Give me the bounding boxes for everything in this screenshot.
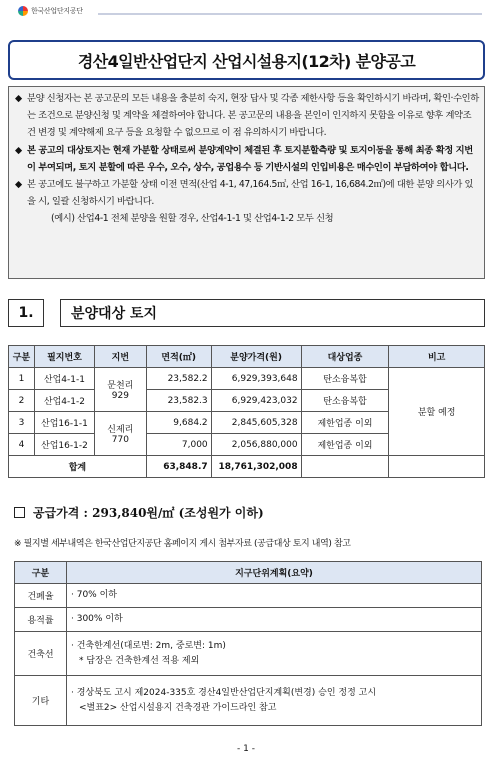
column-header: 구분 bbox=[9, 346, 35, 368]
notice-example: (예시) 산업4-1 전체 분양을 원할 경우, 산업4-1-1 및 산업4-1-2 모두 신청 bbox=[51, 213, 334, 225]
supply-price: 공급가격 : 293,840원/㎡ (조성원가 이하) bbox=[33, 506, 264, 520]
district-plan-table bbox=[14, 561, 482, 726]
page-number: - 1 - bbox=[237, 744, 255, 754]
section-title: 분양대상 토지 bbox=[60, 299, 485, 327]
table-row bbox=[15, 608, 482, 632]
land-table bbox=[8, 345, 485, 478]
empty-cell bbox=[301, 456, 389, 478]
column-header: 필지번호 bbox=[34, 346, 94, 368]
lot-number-cell bbox=[94, 412, 146, 456]
table-header-row bbox=[15, 562, 482, 584]
parcel-number: 산업16-1-1 bbox=[34, 412, 94, 434]
total-area: 63,848.7 bbox=[146, 456, 211, 478]
section-heading bbox=[8, 299, 485, 329]
page-title: 경산4일반산업단지 산업시설용지(12차) 분양공고 bbox=[77, 51, 416, 71]
plan-line: · 300% 이하 bbox=[71, 614, 123, 624]
table-row bbox=[15, 676, 482, 726]
target-industry: 제한업종 이외 bbox=[301, 434, 389, 456]
remark: 분할 예정 bbox=[389, 368, 485, 456]
page-header bbox=[10, 4, 482, 24]
parcel-number: 산업4-1-1 bbox=[34, 368, 94, 390]
notice-item bbox=[15, 90, 479, 142]
plan-row-label: 기타 bbox=[15, 676, 67, 726]
lot-number: 929 bbox=[111, 391, 129, 401]
notice-item bbox=[15, 176, 479, 210]
column-header: 면적(㎡) bbox=[146, 346, 211, 368]
area: 9,684.2 bbox=[146, 412, 211, 434]
notice-box bbox=[8, 86, 485, 279]
org-logo bbox=[18, 6, 83, 16]
empty-cell bbox=[389, 456, 485, 478]
notice-text: 본 공고에도 불구하고 가분할 상태 이전 면적(산업 4-1, 47,164.5㎡, 산업 16-1, 16,684.2㎡)에 대한 분양 의사가 있을 시, 일괄 신청하시기 바랍니다. bbox=[27, 179, 474, 208]
checkbox-icon bbox=[14, 507, 25, 518]
plan-row-content bbox=[67, 632, 482, 676]
plan-row-content bbox=[67, 608, 482, 632]
plan-row-content bbox=[67, 584, 482, 608]
lot-name: 신제리 bbox=[107, 425, 134, 435]
price: 2,056,880,000 bbox=[211, 434, 301, 456]
plan-row-label: 건폐율 bbox=[15, 584, 67, 608]
org-name: 한국산업단지공단 bbox=[31, 7, 83, 15]
column-header: 비고 bbox=[389, 346, 485, 368]
plan-line: * 담장은 건축한계선 적용 제외 bbox=[79, 655, 200, 666]
column-header: 지번 bbox=[94, 346, 146, 368]
header-divider bbox=[98, 13, 482, 15]
column-header: 분양가격(원) bbox=[211, 346, 301, 368]
total-price: 18,761,302,008 bbox=[211, 456, 301, 478]
plan-row-label: 용적률 bbox=[15, 608, 67, 632]
title-box bbox=[8, 40, 485, 80]
target-industry: 탄소융복합 bbox=[301, 368, 389, 390]
org-logo-icon bbox=[18, 6, 28, 16]
lot-name: 문천리 bbox=[107, 381, 134, 391]
notice-text: 분양 신청자는 본 공고문의 모든 내용을 충분히 숙지, 현장 답사 및 각종 제한사항 등을 확인하시기 바라며, 확인·수인하는 조건으로 분양신청 및 계약을 체결하여야 합니다. 본 공고문의 내용을 본인이 인지하지 못함을 이유로 향후 계약조건 변경 및 계약해제 요구 등을 요청할 수 없으므로 이 점 유의하시기 바랍니다. bbox=[27, 93, 479, 139]
total-label: 합계 bbox=[9, 456, 147, 478]
price: 6,929,393,648 bbox=[211, 368, 301, 390]
plan-line: · 경상북도 고시 제2024-335호 경산4일반산업단지계획(변경) 승인 정정 고시 bbox=[71, 687, 377, 698]
plan-row-content bbox=[67, 676, 482, 726]
price: 2,845,605,328 bbox=[211, 412, 301, 434]
parcel-number: 산업16-1-2 bbox=[34, 434, 94, 456]
supply-price-line bbox=[14, 504, 264, 521]
table-row bbox=[9, 368, 485, 390]
row-number: 3 bbox=[9, 412, 35, 434]
notice-text: 본 공고의 대상토지는 현재 가분할 상태로써 분양계약이 체결된 후 토지분할측량 및 토지이동을 통해 최종 확정 지번이 부여되며, 토지 분할에 따른 우수, 오수, 상수, 공업용수 등 기반시설의 인입비용은 매수인이 부담하여야 합니다. bbox=[27, 144, 473, 173]
table-row bbox=[15, 632, 482, 676]
table-row bbox=[15, 584, 482, 608]
plan-row-label: 건축선 bbox=[15, 632, 67, 676]
parcel-number: 산업4-1-2 bbox=[34, 390, 94, 412]
target-industry: 탄소융복합 bbox=[301, 390, 389, 412]
notice-item bbox=[15, 142, 479, 176]
total-row bbox=[9, 456, 485, 478]
column-header: 지구단위계획(요약) bbox=[67, 562, 482, 584]
price: 6,929,423,032 bbox=[211, 390, 301, 412]
lot-number: 770 bbox=[111, 435, 129, 445]
row-number: 2 bbox=[9, 390, 35, 412]
plan-line: · 건축한계선(대로변: 2m, 중로변: 1m) bbox=[71, 640, 226, 651]
area: 23,582.2 bbox=[146, 368, 211, 390]
lot-number-cell bbox=[94, 368, 146, 412]
diamond-bullet-icon: ◆ bbox=[15, 93, 22, 104]
diamond-bullet-icon: ◆ bbox=[15, 179, 22, 191]
reference-note: ※ 필지별 세부내역은 한국산업단지공단 홈페이지 게시 첨부자료 (공급대상 토지 내역) 참고 bbox=[14, 539, 351, 549]
target-industry: 제한업종 이외 bbox=[301, 412, 389, 434]
table-header-row bbox=[9, 346, 485, 368]
area: 7,000 bbox=[146, 434, 211, 456]
area: 23,582.3 bbox=[146, 390, 211, 412]
column-header: 대상업종 bbox=[301, 346, 389, 368]
row-number: 1 bbox=[9, 368, 35, 390]
section-number: 1. bbox=[8, 299, 44, 327]
row-number: 4 bbox=[9, 434, 35, 456]
diamond-bullet-icon: ◆ bbox=[15, 144, 22, 156]
plan-line: · 70% 이하 bbox=[71, 590, 117, 600]
plan-line: <별표2> 산업시설용지 건축경관 가이드라인 참고 bbox=[79, 702, 277, 713]
column-header: 구분 bbox=[15, 562, 67, 584]
